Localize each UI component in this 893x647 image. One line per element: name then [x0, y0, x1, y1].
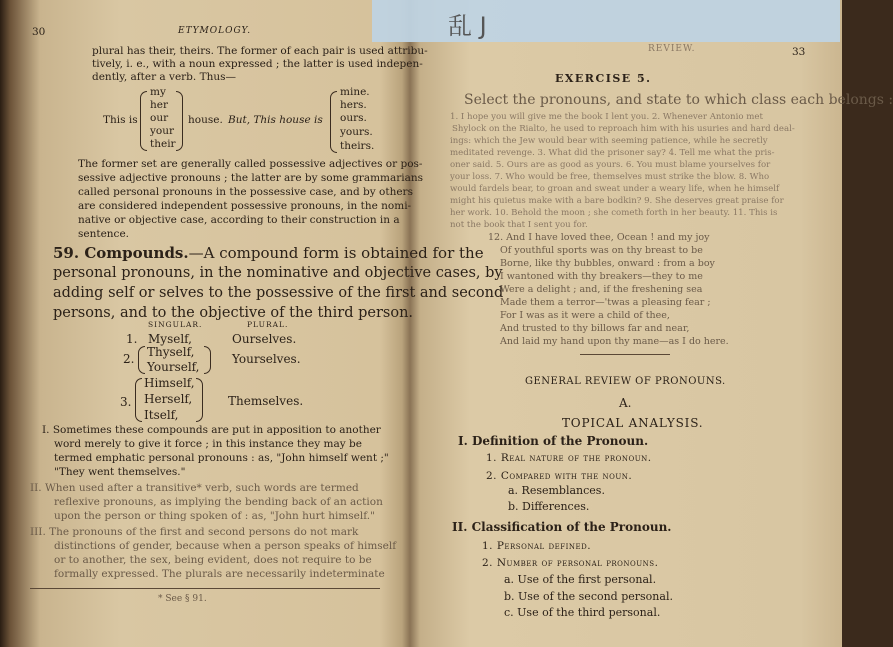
note-line: reflexive pronouns, as implying the bending back of an action [54, 496, 383, 508]
para-line: are considered independent possessive pronouns, in the nomi- [78, 200, 412, 212]
exercise-line: your loss. 7. Who would be free, themselves must strike the blow. 8. Who [450, 172, 770, 182]
para-line: native or objective case, according to their construction in a [78, 214, 400, 226]
para-line: sentence. [78, 228, 129, 240]
poem-line: And trusted to thy billows far and near, [500, 323, 690, 334]
outline-item: a. Use of the first personal. [504, 573, 657, 586]
page-number: 33 [792, 46, 806, 58]
intro-line: tively, i. e., with a noun expressed ; the latter is used indepen- [92, 58, 423, 70]
example-word: their [150, 138, 176, 150]
note-line: formally expressed. The plurals are necessarily indeterminate [54, 568, 385, 580]
example-word: hers. [340, 99, 367, 111]
poem-line: Were a delight ; and, if the freshening sea [500, 284, 703, 295]
row-num: 2. [123, 352, 135, 366]
example-word: theirs. [340, 140, 375, 152]
note-line: distinctions of gender, because when a person speaks of himself [54, 540, 397, 552]
outline-item: 2. Compared with the noun. [486, 470, 633, 482]
para-line: The former set are generally called possessive adjectives or pos- [78, 158, 423, 170]
example-word: her [150, 99, 168, 111]
note-line: termed emphatic personal pronouns : as, "John himself went ;" [54, 452, 389, 464]
outline-item: b. Use of the second personal. [504, 590, 673, 603]
note-line: "They went themselves." [54, 466, 186, 478]
singular-form: Herself, [144, 392, 193, 406]
left-brace [330, 91, 337, 153]
poem-line: For I was as it were a child of thee, [500, 310, 670, 321]
right-brace [204, 346, 211, 374]
row-num: 1. [126, 332, 138, 346]
example-word: yours. [340, 126, 373, 138]
poem-line: 12. And I have loved thee, Ocean ! and my joy [488, 232, 710, 243]
singular-form: Thyself, [147, 345, 195, 359]
outline-item: c. Use of the third personal. [504, 606, 661, 619]
example-word: my [150, 86, 166, 98]
sticky-note [372, 0, 840, 42]
section-divider [580, 354, 670, 355]
poem-line: Made them a terror—'twas a pleasing fear ; [500, 297, 711, 308]
outline-item: b. Differences. [508, 500, 590, 513]
exercise-line: would fardels bear, to groan and sweat under a weary life, when he himself [450, 184, 780, 194]
poem-line: I wantoned with thy breakers—they to me [500, 271, 703, 282]
row-num: 3. [120, 395, 132, 409]
exercise-line: might his quietus make with a bare bodkin? 9. She deserves great praise for [450, 196, 784, 206]
left-brace [135, 378, 142, 422]
poem-line: Of youthful sports was on thy breast to be [500, 245, 703, 256]
left-brace [140, 91, 147, 151]
example-word: ours. [340, 112, 367, 124]
intro-line: dently, after a verb. Thus— [92, 71, 237, 83]
outline-item: 2. Number of personal pronouns. [482, 557, 659, 569]
singular-form: Yourself, [147, 360, 200, 374]
section-line: —A compound form is obtained for the [188, 244, 484, 262]
footnote-rule [30, 588, 380, 589]
plural-form: Yourselves. [232, 352, 301, 366]
right-brace [196, 378, 203, 422]
review-subtitle: TOPICAL ANALYSIS. [562, 416, 704, 430]
note-line: or to another, the sex, being evident, does not require to be [54, 554, 372, 566]
plural-header: PLURAL. [247, 320, 289, 329]
para-line: sessive adjective pronouns ; the latter are by some grammarians [78, 172, 424, 184]
example-word: your [150, 125, 175, 137]
sticky-note-text: 乱 J [448, 12, 487, 40]
singular-header: SINGULAR. [148, 320, 203, 329]
poem-line: Borne, like thy bubbles, onward : from a boy [500, 258, 715, 269]
singular-form: Itself, [144, 408, 179, 422]
para-line: called personal pronouns in the possessive case, and by others [78, 186, 413, 198]
exercise-line: ings: which the Jew would bear with seeming patience, while he secretly [450, 136, 768, 146]
example-word: our [150, 112, 169, 124]
footnote: * See § 91. [158, 594, 207, 604]
section-line: adding self or selves to the possessive of the first and second [53, 285, 504, 301]
singular-form: Himself, [144, 376, 195, 390]
plural-form: Ourselves. [232, 332, 297, 346]
outline-item: II. Classification of the Pronoun. [452, 520, 672, 534]
exercise-line: oner said. 5. Ours are as good as yours. 6. You must blame yourselves for [450, 160, 771, 170]
poem-line: And laid my hand upon thy mane—as I do here. [500, 336, 729, 347]
review-letter: A. [619, 396, 632, 410]
singular-form: Myself, [148, 332, 192, 346]
page-number: 30 [32, 26, 46, 38]
exercise-instruction: Select the pronouns, and state to which class each belongs : [464, 92, 893, 108]
exercise-line: her work. 10. Behold the moon ; she cometh forth in her beauty. 11. This is [450, 208, 778, 218]
example-house: house. [188, 114, 223, 126]
plural-form: Themselves. [228, 394, 304, 408]
note-line: III. The pronouns of the first and second persons do not mark [30, 526, 359, 538]
running-head: ETYMOLOGY. [178, 26, 252, 36]
section-line: persons, and to the objective of the third person. [53, 305, 414, 321]
note-line: word merely to give it force ; in this instance they may be [54, 438, 362, 450]
right-brace [176, 91, 183, 151]
left-brace [138, 346, 145, 374]
exercise-line: meditated revenge. 3. What did the prisoner say? 4. Tell me what the pris- [450, 148, 775, 158]
outline-item: I. Definition of the Pronoun. [458, 434, 649, 448]
outline-item: 1. Personal defined. [482, 540, 592, 552]
exercise-line: Shylock on the Rialto, he used to reproach him with his usuries and hard deal- [452, 124, 795, 134]
example-this-is: This is [103, 114, 138, 126]
outline-item: 1. Real nature of the pronoun. [486, 452, 652, 464]
section-line: personal pronouns, in the nominative and objective cases, by [53, 265, 503, 281]
intro-line: plural has their, theirs. The former of each pair is used attribu- [92, 45, 428, 57]
exercise-line: not the book that I sent you for. [450, 220, 588, 230]
example-but: But, This house is [228, 114, 323, 126]
right-page [412, 0, 893, 647]
outline-item: a. Resemblances. [508, 484, 605, 497]
exercise-title: EXERCISE 5. [555, 72, 652, 85]
exercise-line: 1. I hope you will give me the book I lent you. 2. Whenever Antonio met [450, 112, 763, 122]
note-line: II. When used after a transitive* verb, such words are termed [30, 482, 359, 494]
example-word: mine. [340, 86, 370, 98]
section-heading: 59. Compounds. [53, 244, 189, 262]
note-line: upon the person or thing spoken of : as, "John hurt himself." [54, 510, 375, 522]
running-head: REVIEW. [648, 44, 696, 54]
review-title: GENERAL REVIEW OF PRONOUNS. [525, 376, 726, 387]
note-line: I. Sometimes these compounds are put in apposition to another [42, 424, 381, 436]
